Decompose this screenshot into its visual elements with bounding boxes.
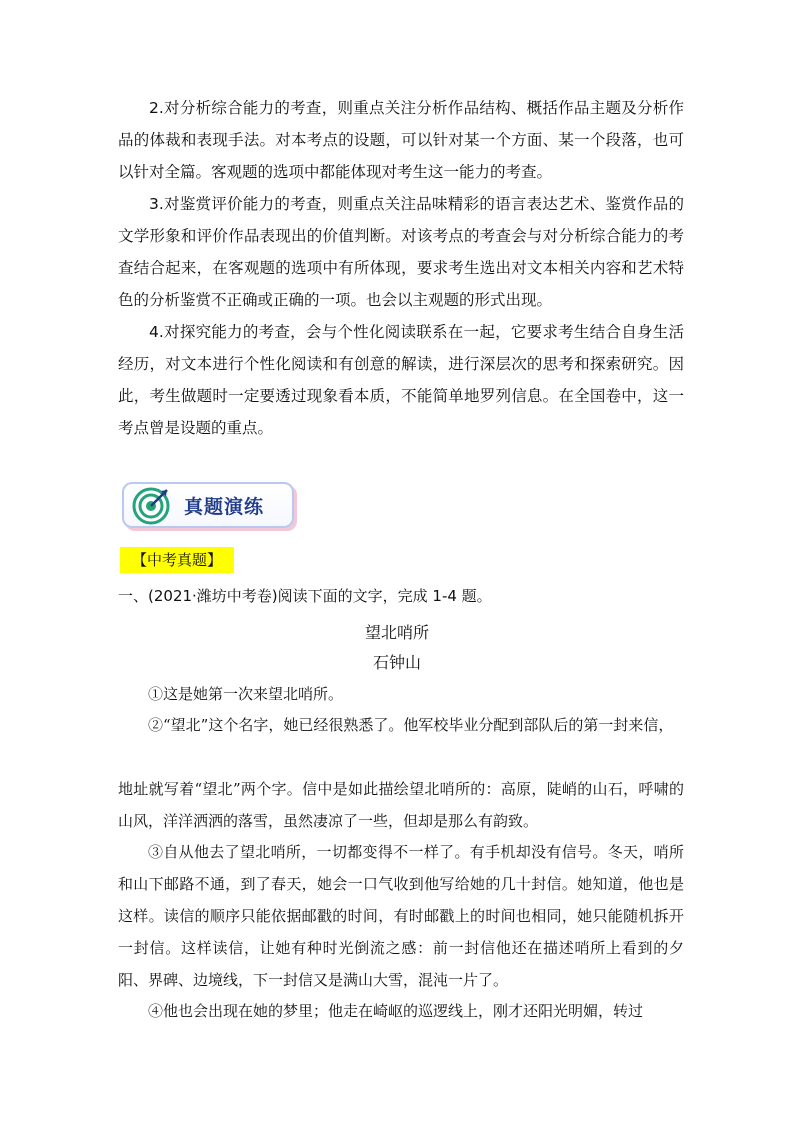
paragraph-appreciation-ability: 3.对鉴赏评价能力的考查，则重点关注品味精彩的语言表达艺术、鉴赏作品的文学形象和评价作品表现出的价值判断。对该考点的考查会与对分析综合能力的考查结合起来，在客观题的选项中有所体现，要求考生选出对文本相关内容和艺术特色的分析鉴赏不正确或正确的一项。也会以主观题的形式出现。 [118,195,684,309]
story-paragraph-2-start: ②“望北”这个名字，她已经很熟悉了。他军校毕业分配到部队后的第一封来信， [148,716,674,734]
exam-source-tag: 【中考真题】 [120,547,234,573]
section-badge [122,482,294,528]
target-icon [130,484,172,526]
story-title: 望北哨所 [364,623,429,642]
section-badge-label: 真题演练 [184,496,265,518]
story-author: 石钟山 [372,653,421,672]
story-paragraph-3: ③自从他去了望北哨所，一切都变得不一样了。有手机却没有信号。冬天，哨所和山下邮路不通，到了春天，她会一口气收到他写给她的几十封信。她知道，他也是这样。读信的顺序只能依据邮戳的时间，有时邮戳上的时间也相同，她只能随机拆开一封信。这样读信，让她有种时光倒流之感：前一封信他还在描述哨所上看到的夕阳、界碑、边境线，下一封信又是满山大雪，混沌一片了。 [118,843,684,989]
story-paragraph-4: ④他也会出现在她的梦里；他走在崎岖的巡逻线上，刚才还阳光明媚，转过 [148,1002,644,1020]
paragraph-analysis-ability: 2.对分析综合能力的考查，则重点关注分析作品结构、概括作品主题及分析作品的体裁和表现手法。对本考点的设题，可以针对某一个方面、某一个段落，也可以针对全篇。客观题的选项中都能体现对考生这一能力的考查。 [118,99,684,181]
story-paragraph-1: ①这是她第一次来望北哨所。 [148,685,344,703]
paragraph-exploration-ability: 4.对探究能力的考查，会与个性化阅读联系在一起，它要求考生结合自身生活经历，对文本进行个性化阅读和有创意的解读，进行深层次的思考和探索研究。因此，考生做题时一定要透过现象看本质，不能简单地罗列信息。在全国卷中，这一考点曾是设题的重点。 [118,323,684,437]
story-paragraph-2-continued: 地址就写着“望北”两个字。信中是如此描绘望北哨所的：高原，陡峭的山石，呼啸的山风，洋洋洒洒的落雪，虽然凄凉了一些，但却是那么有韵致。 [118,780,684,830]
question-heading: 一、(2021·潍坊中考卷)阅读下面的文字，完成 1-4 题。 [118,587,492,605]
